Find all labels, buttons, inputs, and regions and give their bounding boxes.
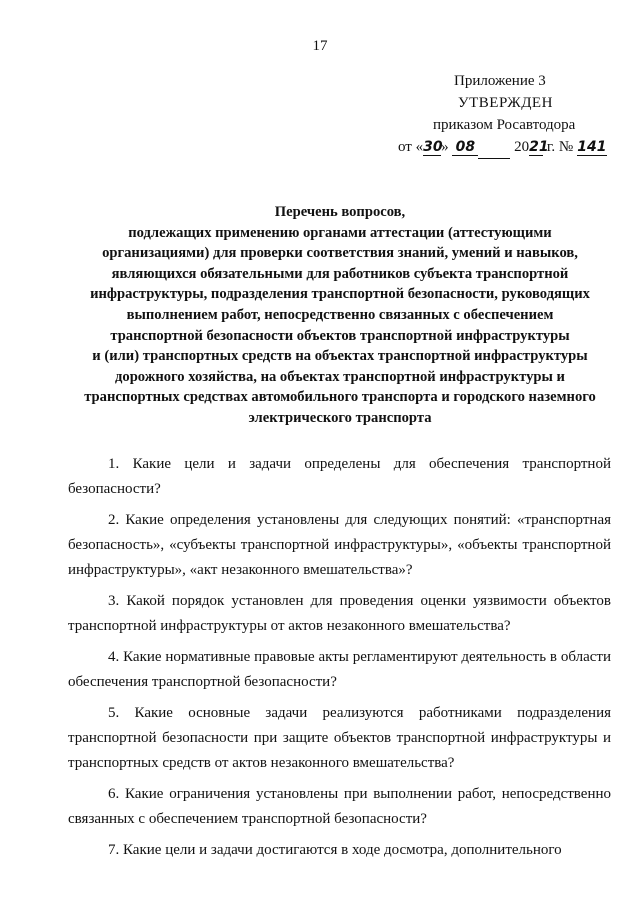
year-label: г. № [546, 139, 574, 155]
question-item [68, 508, 611, 583]
title-line: дорожного хозяйства, на объектах транспортной инфраструктуры и [115, 368, 565, 385]
title-line: Перечень вопросов, [274, 204, 406, 220]
title-line: выполнением работ, непосредственно связанных с обеспечением [126, 306, 554, 323]
question-list [68, 452, 611, 869]
document-title [60, 202, 620, 429]
handwritten-order-number: 141 [577, 139, 607, 155]
question-text: 2. Какие определения установлены для следующих понятий: «транспортная безопасность», «субъекты транспортной инфраструктуры», «объекты транспортной инфраструктуры», «акт незаконного вмешательства»? [68, 512, 611, 578]
question-item [68, 701, 611, 776]
year-prefix: 20 [514, 139, 530, 155]
title-line: транспортной безопасности объектов транспортной инфраструктуры [110, 327, 570, 344]
title-line: и (или) транспортных средств на объектах транспортной инфраструктуры [92, 348, 588, 365]
question-item [68, 645, 611, 695]
approval-block [396, 70, 616, 159]
handwritten-month: 08 [452, 139, 478, 156]
question-text: 6. Какие ограничения установлены при выполнении работ, непосредственно связанных с обеспечением транспортной безопасности? [68, 786, 611, 827]
question-text: 5. Какие основные задачи реализуются работниками подразделения транспортной безопасности при защите объектов транспортной инфраструктуры и транспортных средств от актов незаконного вмешательства? [68, 705, 611, 771]
page-number: 17 [312, 38, 328, 54]
order-issuer: приказом Росавтодора [433, 117, 576, 133]
question-item [68, 838, 611, 863]
title-line: подлежащих применению органами аттестации (аттестующими [128, 224, 552, 241]
handwritten-day: 30 [423, 139, 443, 155]
month-underline [478, 136, 510, 159]
title-line: организациями) для проверки соответствия знаний, умений и навыков, [102, 245, 578, 262]
title-line: электрического транспорта [248, 409, 432, 426]
question-text: 7. Какие цели и задачи достигаются в ходе досмотра, дополнительного [108, 842, 562, 858]
date-mid: » [441, 139, 449, 155]
question-text: 3. Какой порядок установлен для проведения оценки уязвимости объектов транспортной инфраструктуры от актов незаконного вмешательства? [68, 593, 611, 634]
question-item [68, 589, 611, 639]
question-text: 4. Какие нормативные правовые акты регламентируют деятельность в области обеспечения транспортной безопасности? [68, 649, 611, 690]
question-item [68, 782, 611, 832]
question-item [68, 452, 611, 502]
handwritten-year: 21 [529, 139, 549, 155]
title-line: инфраструктуры, подразделения транспортной безопасности, руководящих [90, 286, 590, 303]
title-line: транспортных средствах автомобильного транспорта и городского наземного [84, 389, 596, 406]
order-date-line [396, 136, 616, 159]
date-prefix: от « [398, 139, 424, 155]
question-text: 1. Какие цели и задачи определены для обеспечения транспортной безопасности? [68, 456, 611, 497]
appendix-label: Приложение 3 [454, 73, 546, 89]
approved-label: УТВЕРЖДЕН [458, 95, 553, 111]
title-line: являющихся обязательными для работников субъекта транспортной [111, 265, 569, 282]
